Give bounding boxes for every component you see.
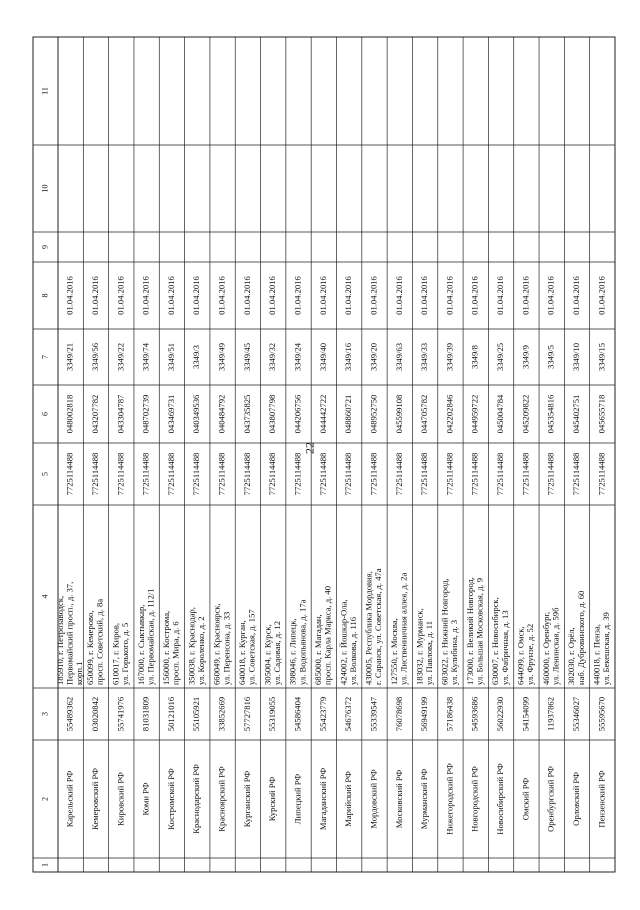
cell-address-line: 440018, г. Пенза, [591, 624, 602, 685]
cell-branch-name: Красноярский РФ [216, 766, 227, 832]
cell-date: 01.04.2016 [368, 276, 379, 315]
cell-number: 3349/33 [419, 342, 430, 372]
cell-date: 01.04.2016 [570, 276, 581, 315]
cell-kpp: 044705782 [419, 394, 430, 434]
cell-kpp: 045004784 [495, 394, 506, 434]
cell-address-line: корп.1 [74, 661, 85, 685]
cell-number: 3349/20 [368, 342, 379, 372]
table-row [364, 275, 384, 828]
cell-number: 3349/10 [570, 342, 581, 372]
cell-code: 55346027 [570, 696, 581, 732]
cell-kpp: 045402751 [570, 394, 581, 434]
cell-number: 3349/51 [165, 342, 176, 372]
table-row [212, 275, 232, 831]
cell-address-line: ул. Садовая, д. 12 [271, 621, 282, 685]
table-row [110, 275, 130, 825]
cell-branch-name: Мурманский РФ [419, 768, 430, 830]
table-row [161, 275, 181, 829]
cell-inn: 7725114488 [191, 452, 202, 496]
cell-address-line: 167000, г. Сыктывкар, [135, 604, 146, 685]
cell-date: 01.04.2016 [115, 276, 126, 315]
cell-code: 55489362 [64, 696, 75, 732]
table-row [389, 275, 409, 828]
cell-number: 3349/9 [520, 345, 531, 369]
table-row [85, 275, 105, 829]
cell-address-line: 603022, г. Нижний Новгород, [439, 578, 450, 685]
cell-address-line: 302030, г. Орёл, [566, 627, 577, 685]
cell-branch-name: Курганский РФ [241, 770, 252, 828]
cell-branch-name: Кировский РФ [115, 772, 126, 826]
cell-address-line: ул. Водопьянова, д. 17а [297, 599, 308, 685]
cell-number: 3349/25 [495, 342, 506, 372]
cell-number: 3349/56 [89, 342, 100, 372]
table-row [440, 275, 460, 834]
cell-date: 01.04.2016 [545, 276, 556, 315]
cell-kpp: 044442722 [317, 394, 328, 434]
cell-code: 33852669 [216, 696, 227, 732]
cell-address-line: 685000, г. Магадан, [313, 614, 324, 685]
cell-address-line: ул. Кулибина, д. 3 [449, 619, 460, 685]
cell-branch-name: Карельский РФ [64, 770, 75, 828]
cell-date: 01.04.2016 [393, 276, 404, 315]
cell-inn: 7725114488 [545, 452, 556, 496]
column-number-header: 2 [40, 797, 50, 801]
cell-kpp: 043807798 [267, 394, 278, 434]
cell-date: 01.04.2016 [343, 276, 354, 315]
cell-branch-name: Московский РФ [393, 769, 404, 829]
cell-date: 01.04.2016 [89, 276, 100, 315]
cell-branch-name: Коми РФ [140, 782, 151, 816]
table-row [313, 275, 333, 830]
cell-address-line: ул. Фрунзе, д. 52 [525, 623, 536, 685]
cell-branch-name: Магаданский РФ [317, 767, 328, 831]
table-row [566, 275, 586, 825]
cell-inn: 7725114488 [115, 452, 126, 496]
cell-number: 3349/74 [140, 342, 151, 372]
cell-address-line: просп. Карла Маркса, д. 40 [322, 586, 333, 685]
cell-inn: 7725114488 [368, 452, 379, 496]
cell-number: 3349/5 [545, 345, 556, 369]
cell-number: 3349/49 [216, 342, 227, 372]
cell-date: 01.04.2016 [469, 276, 480, 315]
cell-code: 55319055 [267, 696, 278, 732]
cell-inn: 7725114488 [216, 452, 227, 496]
cell-branch-name: Пензенский РФ [596, 770, 607, 828]
table-row [516, 275, 536, 820]
cell-branch-name: Марийский РФ [343, 771, 354, 827]
column-number-header: 6 [40, 412, 50, 416]
cell-inn: 7725114488 [343, 452, 354, 496]
cell-date: 01.04.2016 [267, 276, 278, 315]
table-row [55, 275, 84, 827]
cell-number: 3349/16 [343, 342, 354, 372]
cell-date: 01.04.2016 [140, 276, 151, 315]
cell-code: 81031809 [140, 696, 151, 732]
cell-kpp: 045655718 [596, 394, 607, 434]
cell-kpp: 044206756 [292, 394, 303, 434]
cell-branch-name: Новосибирский РФ [495, 763, 506, 835]
cell-kpp: 044959722 [469, 394, 480, 434]
cell-inn: 7725114488 [241, 452, 252, 496]
cell-kpp: 045599108 [393, 394, 404, 434]
cell-code: 54154099 [520, 696, 531, 732]
cell-number: 3349/24 [292, 342, 303, 372]
cell-inn: 7725114488 [140, 452, 151, 496]
cell-inn: 7725114488 [570, 452, 581, 496]
cell-number: 3349/40 [317, 342, 328, 372]
cell-address-line: 156000, г. Кострома, [161, 610, 172, 685]
table-row [414, 275, 434, 829]
cell-address-line: просп. Мира, д. 6 [170, 621, 181, 685]
cell-date: 01.04.2016 [165, 276, 176, 315]
cell-code: 54586404 [292, 696, 303, 732]
cell-date: 01.04.2016 [241, 276, 252, 315]
cell-address-line: 640018, г. Курган, [237, 620, 248, 685]
cell-date: 01.04.2016 [444, 276, 455, 315]
cell-kpp: 043735825 [241, 394, 252, 434]
cell-kpp: 042202846 [444, 394, 455, 434]
cell-kpp: 043469731 [165, 394, 176, 434]
cell-address-line: 185910, г. Петрозаводск, [55, 595, 66, 685]
table-row [465, 275, 485, 831]
cell-inn: 7725114488 [469, 452, 480, 496]
cell-branch-name: Оренбургский РФ [545, 766, 556, 832]
cell-address-line: ул. Фабричная, д. 13 [499, 610, 510, 685]
cell-branch-name: Омский РФ [520, 777, 531, 821]
cell-date: 01.04.2016 [292, 276, 303, 315]
cell-date: 01.04.2016 [596, 276, 607, 315]
cell-inn: 7725114488 [393, 452, 404, 496]
cell-address-line: 350038, г. Краснодар, [186, 607, 197, 685]
cell-address-line: ул. Советская, д. 157 [246, 609, 257, 685]
cell-date: 01.04.2016 [520, 276, 531, 315]
cell-kpp: 048952750 [368, 394, 379, 434]
cell-code: 50121016 [165, 696, 176, 732]
cell-address-line: ул. Ленинская, д. 59б [550, 607, 561, 685]
cell-branch-name: Новгородский РФ [469, 766, 480, 832]
cell-date: 01.04.2016 [419, 276, 430, 315]
cell-address-line: ул. Большая Московская, д. 9 [474, 577, 485, 685]
cell-branch-name: Кемеровский РФ [89, 768, 100, 830]
cell-date: 01.04.2016 [64, 276, 75, 315]
cell-branch-name: Липецкий РФ [292, 773, 303, 825]
column-number-header: 7 [40, 355, 50, 359]
cell-code: 57186438 [444, 696, 455, 732]
cell-date: 01.04.2016 [191, 276, 202, 315]
cell-kpp: 040484792 [216, 394, 227, 434]
cell-date: 01.04.2016 [317, 276, 328, 315]
cell-code: 56949199 [419, 696, 430, 732]
cell-branch-name: Курский РФ [267, 776, 278, 822]
table-row [186, 275, 206, 833]
cell-code: 55105921 [191, 696, 202, 732]
cell-address-line: наб. Дубровинского, д. 60 [575, 590, 586, 685]
cell-code: 11937862 [545, 696, 556, 732]
cell-address-line: 183032, г. Мурманск, [414, 608, 425, 685]
cell-kpp: 043207782 [89, 394, 100, 434]
cell-kpp: 048702739 [140, 394, 151, 434]
cell-address-line: ул. Перенсона, д. 33 [221, 611, 232, 685]
cell-date: 01.04.2016 [216, 276, 227, 315]
cell-code: 54676372 [343, 696, 354, 732]
cell-address-line: 644099, г. Омск, [515, 626, 526, 685]
cell-code: 55423779 [317, 696, 328, 732]
cell-address-line: 460000, г. Оренбург, [540, 611, 551, 685]
cell-number: 3349/39 [444, 342, 455, 372]
cell-branch-name: Орловский РФ [570, 772, 581, 826]
cell-address-line: ул. Павлова, д. 11 [423, 620, 434, 685]
cell-address-line: 650099, г. Кемерово, [85, 610, 96, 685]
cell-address-line: 305004, г. Курск, [262, 624, 273, 685]
column-number-header: 5 [40, 472, 50, 476]
cell-branch-name: Мордовский РФ [368, 769, 379, 829]
cell-number: 3349/32 [267, 342, 278, 372]
cell-code: 76078698 [393, 696, 404, 732]
cell-address-line: ул. Волкова, д. 116 [347, 616, 358, 685]
table-row [136, 275, 156, 815]
cell-code: 55595670 [596, 696, 607, 732]
cell-address-line: просп. Советский, д. 8а [94, 598, 105, 685]
table-row [338, 275, 358, 826]
table-row [592, 275, 612, 827]
cell-kpp: 045354816 [545, 394, 556, 434]
cell-inn: 7725114488 [495, 452, 506, 496]
column-number-header: 8 [40, 293, 50, 298]
cell-code: 54593686 [469, 696, 480, 732]
cell-kpp: 043304787 [115, 394, 126, 434]
cell-kpp: 045209822 [520, 394, 531, 434]
column-number-header: 1 [40, 863, 50, 867]
cell-inn: 7725114488 [292, 452, 303, 496]
cell-code: 55339547 [368, 696, 379, 732]
cell-number: 3349/8 [469, 345, 480, 369]
table-row [288, 275, 308, 824]
cell-inn: 7725114488 [165, 452, 176, 496]
cell-address-line: 173000, г. Великий Новгород, [464, 577, 475, 685]
cell-address-line: 424002, г. Йошкар-Ола, [338, 599, 349, 685]
cell-inn: 7725114488 [267, 452, 278, 496]
cell-address-line: ул. Бекешская, д. 39 [601, 612, 612, 685]
cell-number: 3349/63 [393, 342, 404, 372]
cell-kpp: 048860721 [343, 394, 354, 434]
table-row [490, 275, 510, 834]
table-row [237, 275, 257, 827]
cell-inn: 7725114488 [317, 452, 328, 496]
cell-kpp: 048002818 [64, 394, 75, 434]
cell-date: 01.04.2016 [495, 276, 506, 315]
cell-branch-name: Костромской РФ [165, 768, 176, 830]
cell-address-line: ул. Горького, д. 5 [120, 622, 131, 685]
cell-inn: 7725114488 [89, 452, 100, 496]
cell-inn: 7725114488 [64, 452, 75, 496]
table-row [541, 275, 561, 831]
cell-inn: 7725114488 [419, 452, 430, 496]
page-number: 22 [302, 442, 317, 454]
cell-inn: 7725114488 [520, 452, 531, 496]
cell-address-line: ул. Лиственничная аллея, д. 2а [398, 572, 409, 685]
cell-address-line: 127550, г. Москва, [388, 618, 399, 685]
cell-number: 3349/15 [596, 342, 607, 372]
column-number-header: 11 [40, 87, 50, 95]
cell-address-line: 610017, г. Киров, [110, 622, 121, 685]
cell-address-line: ул. Короленко, д. 2 [196, 616, 207, 685]
cell-address-line: г. Саранск, ул. Советская, д. 47а [373, 568, 384, 685]
cell-address-line: 630007, г. Новосибирск, [490, 597, 501, 685]
cell-number: 3349/22 [115, 342, 126, 372]
cell-kpp: 040349536 [191, 394, 202, 434]
cell-code: 57727816 [241, 696, 252, 732]
column-number-header: 9 [40, 245, 50, 249]
table-row [262, 275, 282, 821]
cell-number: 3349/45 [241, 342, 252, 372]
cell-address-line: 660049, г. Красноярск, [211, 603, 222, 685]
cell-code: 55741976 [115, 696, 126, 732]
cell-address-line: 398046, г. Липецк, [287, 618, 298, 685]
cell-address-line: ул. Первомайская, д. 112/1 [145, 588, 156, 685]
cell-inn: 7725114488 [444, 452, 455, 496]
cell-address-line: 430005, Республика Мордовия, [363, 571, 374, 685]
cell-branch-name: Нижегородский РФ [444, 763, 455, 835]
column-number-header: 3 [40, 712, 50, 716]
cell-address-line: Первомайский просп., д. 37, [64, 581, 75, 685]
column-number-header: 10 [40, 184, 50, 193]
cell-inn: 7725114488 [596, 452, 607, 496]
cell-code: 03020842 [89, 696, 100, 732]
column-number-header: 4 [40, 594, 50, 599]
cell-number: 3349/3 [191, 345, 202, 369]
cell-branch-name: Краснодарский РФ [191, 764, 202, 834]
cell-code: 56022930 [495, 696, 506, 732]
cell-number: 3349/21 [64, 342, 75, 372]
